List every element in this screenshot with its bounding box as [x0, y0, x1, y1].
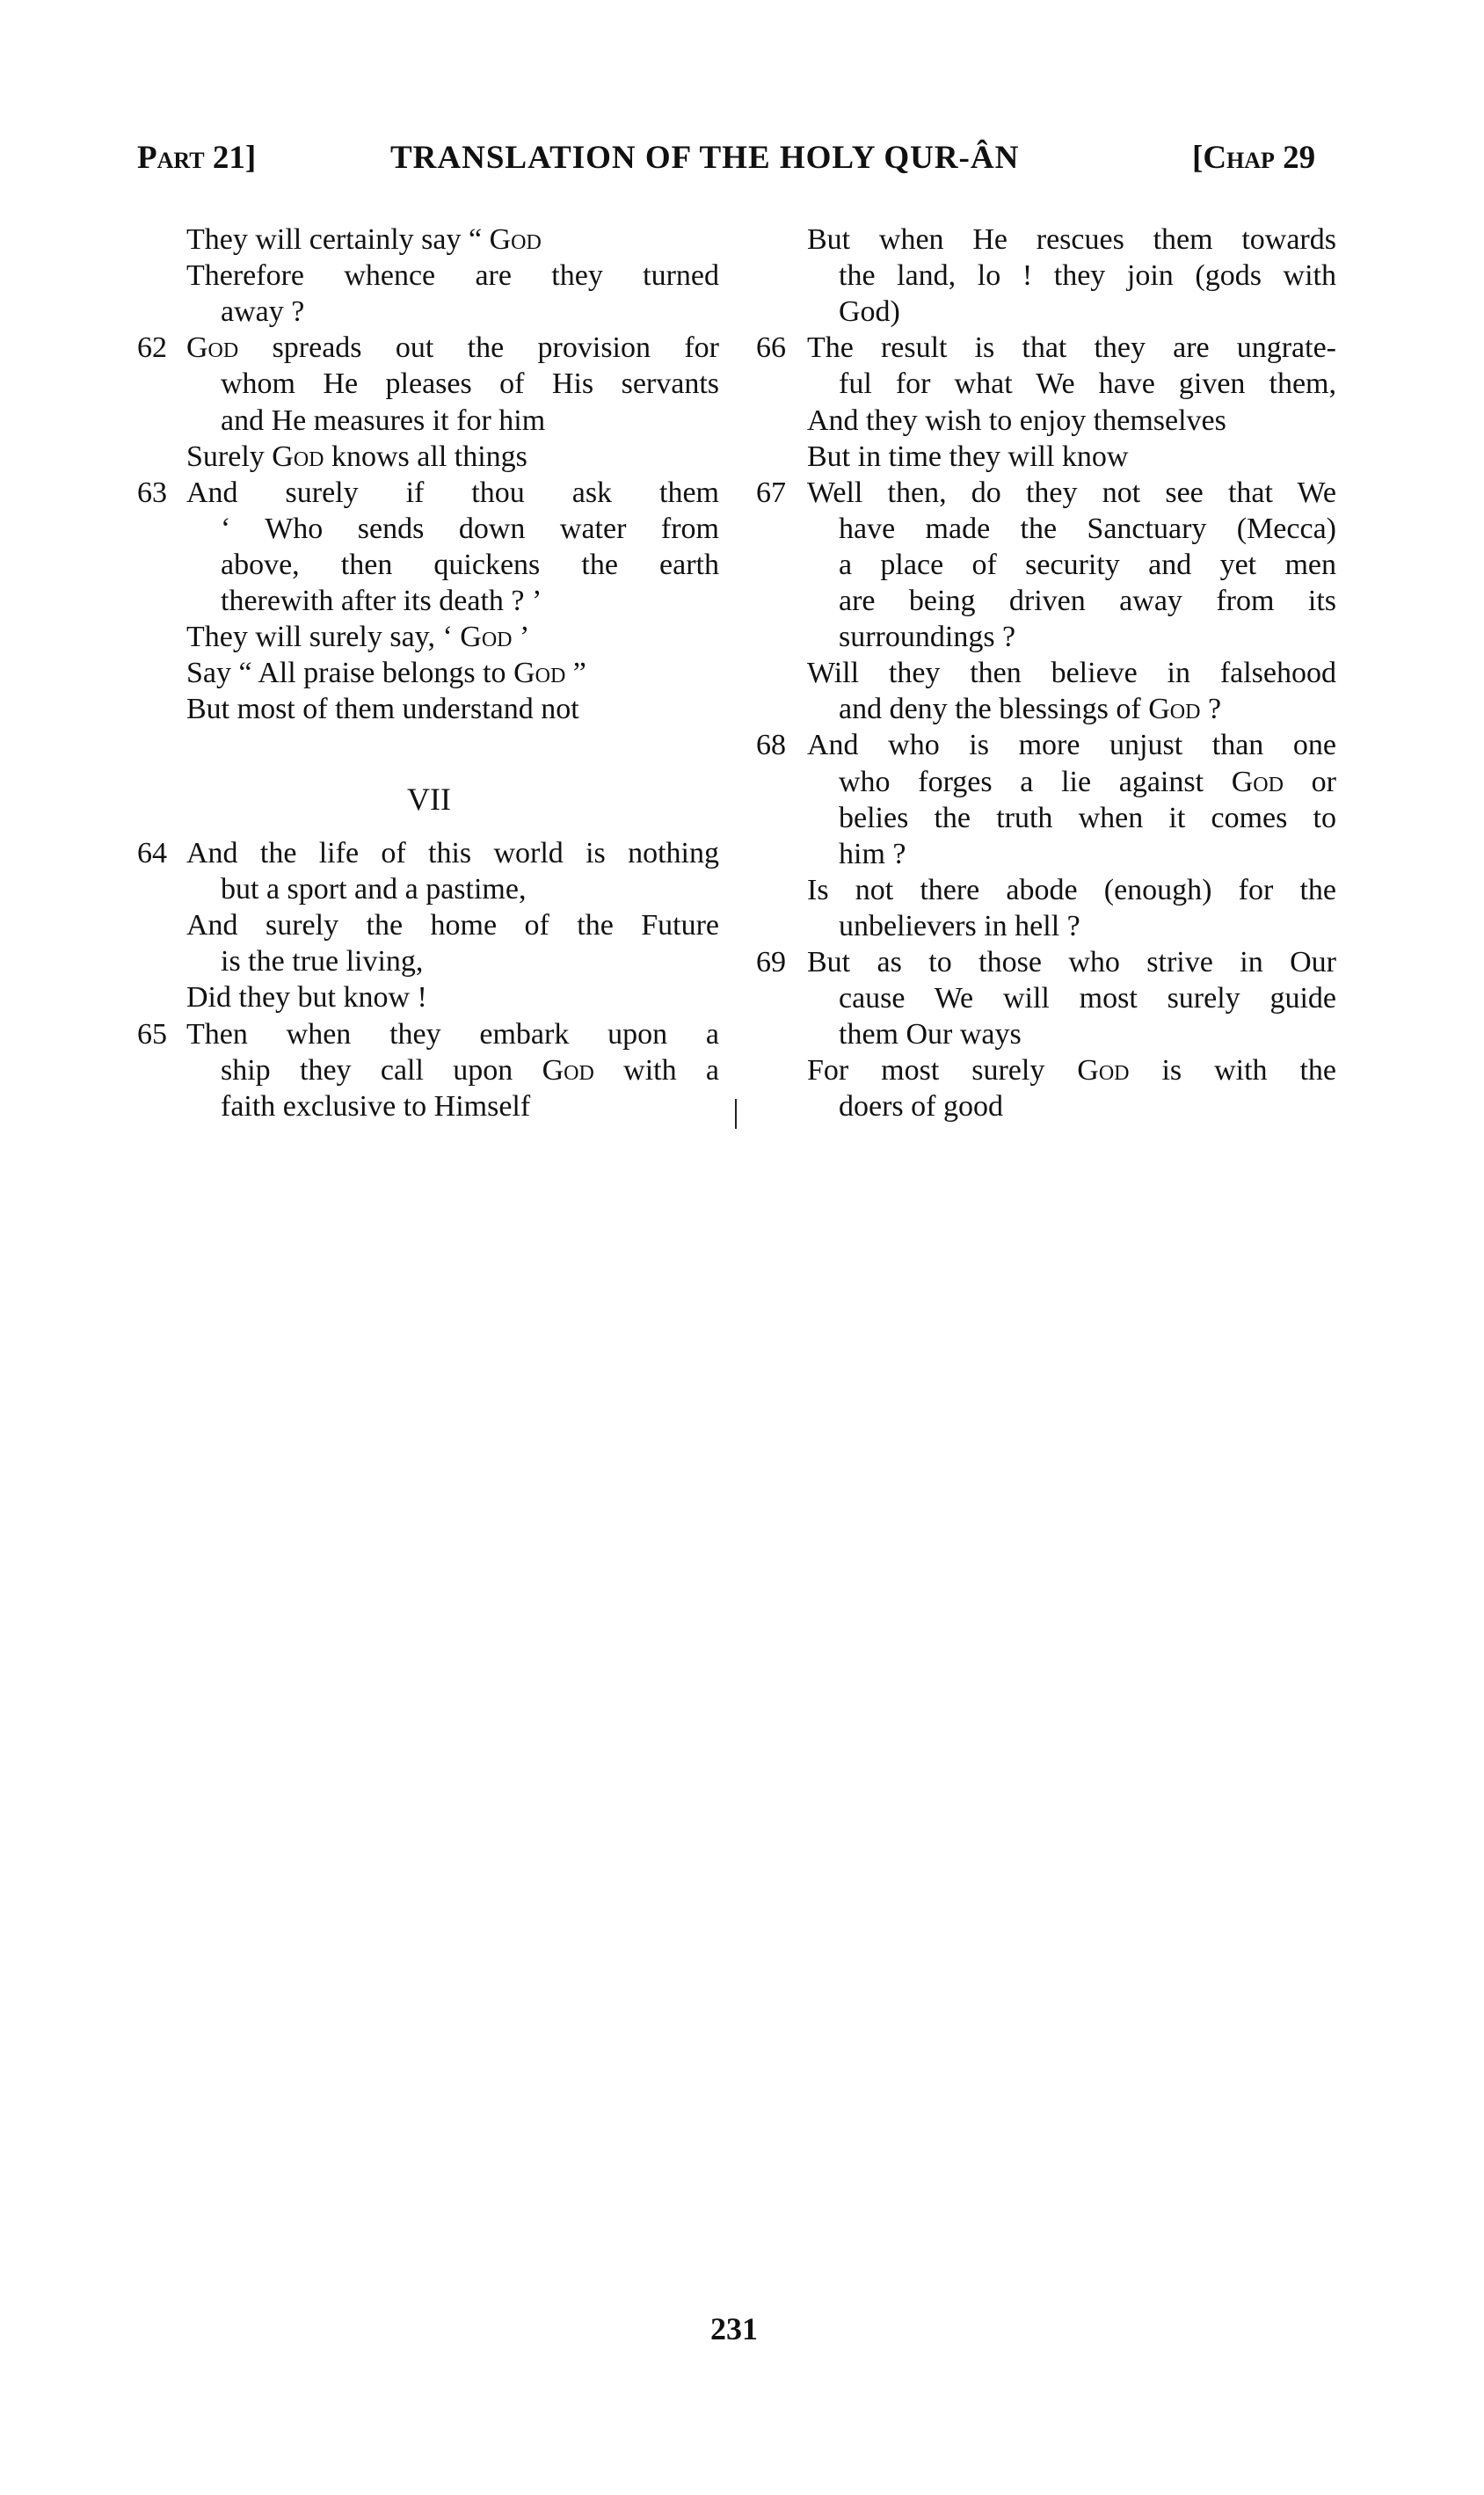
verse-line: belies the truth when it comes to [839, 801, 1336, 834]
god-small-caps: God [1148, 693, 1201, 726]
verse-line: and deny the blessings of God ? [839, 693, 1222, 726]
verse-line: But most of them understand not [186, 693, 579, 726]
verse-line: And the life of this world is nothing [186, 837, 719, 869]
running-head-title: TRANSLATION OF THE HOLY QUR-ÂN [390, 140, 1020, 176]
verse-line: But as to those who strive in Our [807, 946, 1336, 978]
column-rule [735, 1099, 737, 1129]
god-small-caps: God [1231, 765, 1284, 798]
verse-line: God) [839, 295, 900, 329]
chapter-label: [Chap 29 [1192, 140, 1316, 176]
verse-line: And who is more unjust than one [807, 729, 1336, 762]
verse-line: Surely God knows all things [186, 440, 527, 473]
verse-line: above, then quickens the earth [221, 548, 719, 581]
verse-line: him ? [839, 837, 906, 870]
god-small-caps: God [1077, 1054, 1130, 1087]
verse-line: unbelievers in hell ? [839, 909, 1080, 942]
verse-line: the land, lo ! they join (gods with [839, 259, 1336, 293]
verse-line: who forges a lie against God or [839, 765, 1336, 798]
verse-line: God spreads out the provision for [186, 331, 719, 365]
verse-line: doers of good [839, 1090, 1003, 1124]
verse-line: They will surely say, ‘ God ’ [186, 621, 530, 654]
god-small-caps: God [489, 223, 542, 256]
verse-line: And surely the home of the Future [186, 909, 719, 942]
verse-line: are being driven away from its [839, 585, 1336, 617]
page-number: 231 [710, 2311, 758, 2346]
verse-line: ‘ Who sends down water from [221, 512, 719, 545]
verse-number: 62 [137, 331, 167, 365]
running-head-part [137, 139, 256, 177]
verse-line: ship they call upon God with a [221, 1053, 719, 1087]
god-small-caps: God [272, 440, 324, 473]
verse-line: Therefore whence are they turned [186, 259, 719, 293]
verse-line: them Our ways [839, 1018, 1022, 1051]
running-head-chapter [1192, 139, 1315, 177]
verse-number: 66 [756, 331, 786, 365]
verse-line: Well then, do they not see that We [807, 476, 1336, 509]
god-small-caps: God [542, 1053, 594, 1087]
verse-line: Will they then believe in falsehood [807, 657, 1336, 690]
verse-number: 64 [137, 837, 167, 869]
verse-line: surroundings ? [839, 621, 1016, 654]
verse-line: Is not there abode (enough) for the [807, 873, 1336, 906]
verse-number: 68 [756, 729, 786, 762]
verse-line: The result is that they are ungrate- [807, 331, 1336, 365]
verse-line: whom He pleases of His servants [221, 367, 719, 401]
verse-number: 67 [756, 476, 786, 509]
verse-line: And they wish to enjoy themselves [807, 404, 1226, 437]
verse-line: a place of security and yet men [839, 548, 1336, 581]
verse-line: Then when they embark upon a [186, 1017, 719, 1051]
verse-line: faith exclusive to Himself [221, 1089, 531, 1123]
verse-line: and He measures it for him [221, 404, 546, 437]
verse-line: away ? [221, 295, 305, 329]
verse-line: Did they but know ! [186, 981, 427, 1015]
verse-line: They will certainly say “ God [186, 223, 542, 256]
part-label: Part 21] [137, 140, 257, 176]
verse-line: But when He rescues them towards [807, 223, 1336, 256]
verse-number: 63 [137, 476, 167, 509]
god-small-caps: God [460, 621, 513, 654]
verse-number: 65 [137, 1017, 167, 1051]
verse-line: But in time they will know [807, 440, 1129, 473]
god-small-caps: God [513, 657, 566, 690]
verse-line: cause We will most surely guide [839, 982, 1336, 1015]
god-small-caps: God [186, 331, 239, 365]
verse-line: but a sport and a pastime, [221, 873, 527, 906]
verse-line: have made the Sanctuary (Mecca) [839, 512, 1336, 545]
verse-number: 69 [756, 946, 786, 978]
verse-line: And surely if thou ask them [186, 476, 719, 509]
section-heading: VII [407, 782, 451, 817]
verse-line: For most surely God is with the [807, 1054, 1336, 1087]
verse-line: is the true living, [221, 945, 424, 978]
verse-line: Say “ All praise belongs to God ” [186, 657, 586, 690]
verse-line: therewith after its death ? ’ [221, 585, 542, 617]
verse-line: ful for what We have given them, [839, 367, 1336, 401]
